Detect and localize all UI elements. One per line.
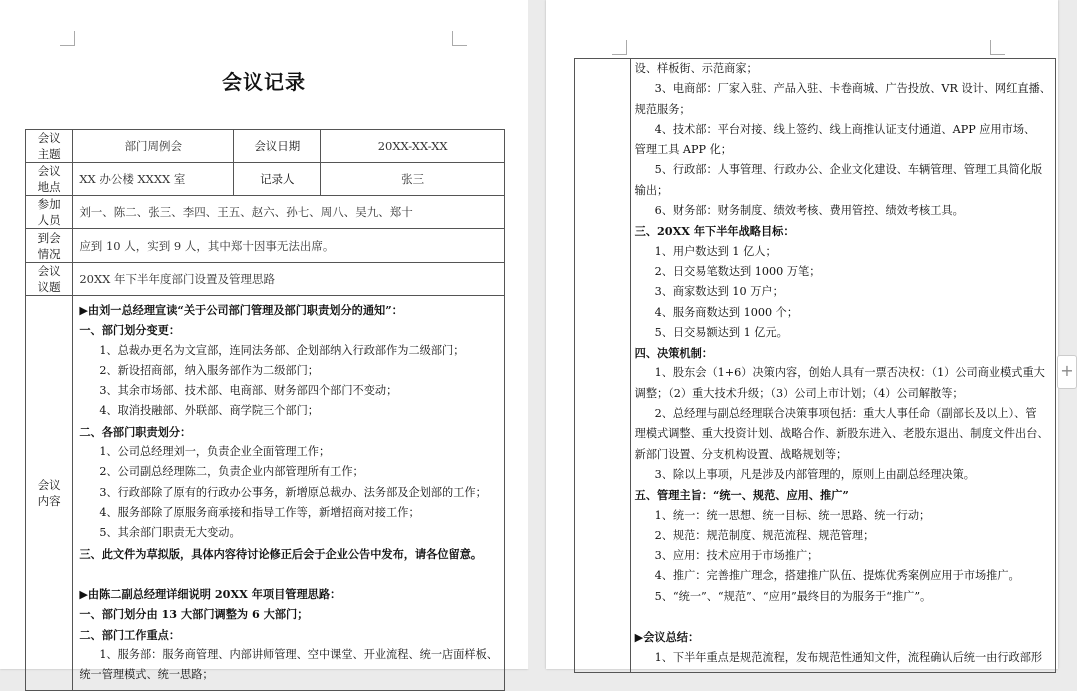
content-line: 5、日交易额达到 1 亿元。 bbox=[654, 325, 788, 339]
content-line: 新部门设置、分支机构设置、战略规划等； bbox=[634, 447, 848, 461]
margin-corner-mark bbox=[990, 40, 1005, 55]
content-line: 3、电商部：厂家入驻、产品入驻、卡卷商城、广告投放、VR 设计、网红直播、 bbox=[654, 82, 1051, 96]
content-line: 设、样板街、示范商家； bbox=[634, 62, 758, 75]
content-line: 5、行政部：人事管理、行政办公、企业文化建设、车辆管理、管理工具简化版 bbox=[654, 163, 1043, 177]
content-line: ▶由刘一总经理宣读“关于公司部门管理及部门职责划分的通知”： bbox=[79, 303, 403, 317]
content-line: 一、部门划分变更： bbox=[79, 323, 181, 338]
attendance-value[interactable]: 应到 10 人，实到 9 人，其中郑十因事无法出席。 bbox=[73, 229, 505, 263]
content-line: ▶会议总结： bbox=[634, 630, 700, 645]
content-line: 4、取消投融部、外联部、商学院三个部门； bbox=[99, 404, 319, 418]
content-line: 2、日交易笔数达到 1000 万笔； bbox=[654, 264, 821, 278]
margin-corner-mark bbox=[612, 40, 627, 55]
meeting-info-table bbox=[25, 129, 505, 691]
content-line: 3、除以上事项，凡是涉及内部管理的，原则上由副总经理决策。 bbox=[654, 467, 975, 481]
content-line: 2、总经理与副总经理联合决策事项包括：重大人事任命（副部长及以上）、管 bbox=[654, 407, 1037, 421]
meeting-content-cell[interactable] bbox=[73, 296, 505, 691]
attendees-value[interactable]: 刘一、陈二、张三、李四、王五、赵六、孙七、周八、吴九、郑十 bbox=[73, 196, 505, 229]
page-gap bbox=[528, 0, 546, 669]
recorder-label: 记录人 bbox=[234, 163, 321, 196]
content-line: 5、“统一”、“规范”、“应用”最终目的为服务于“推广”。 bbox=[654, 589, 932, 603]
content-line: 规范服务； bbox=[634, 102, 691, 116]
content-line: 1、总裁办更名为文宣部，连同法务部、企划部纳入行政部作为二级部门； bbox=[99, 343, 465, 357]
content-line: 3、其余市场部、技术部、电商部、财务部四个部门不变动； bbox=[99, 384, 398, 398]
content-line: 3、商家数达到 10 万户； bbox=[654, 285, 784, 299]
content-line: 1、统一：统一思想、统一目标、统一思路、统一行动； bbox=[654, 508, 931, 522]
content-line: 2、新设招商部，纳入服务部作为二级部门； bbox=[99, 363, 319, 377]
content-line: 三、20XX 年下半年战略目标： bbox=[634, 224, 795, 239]
content-line: 1、下半年重点是规范流程，发布规范性通知文件，流程确认后统一由行政部形 bbox=[654, 650, 1043, 664]
topic-label: 会议主题 bbox=[26, 130, 73, 163]
content-line: 2、规范：规范制度、规范流程、规范管理； bbox=[654, 528, 875, 542]
content-line: 1、公司总经理刘一，负责企业全面管理工作； bbox=[99, 445, 331, 459]
content-line bbox=[635, 607, 1051, 627]
content-line: 4、推广：完善推广理念，搭建推广队伍、提炼优秀案例应用于市场推广。 bbox=[654, 569, 1020, 583]
content-line: 管理工具 APP 化； bbox=[634, 143, 732, 157]
content-line: 一、部门划分由 13 大部门调整为 6 大部门； bbox=[79, 607, 309, 622]
content-line: 4、技术部：平台对接、线上签约、线上商推认证支付通道、APP 应用市场、 bbox=[654, 122, 1036, 136]
agenda-label: 会议议题 bbox=[26, 263, 73, 296]
document-page-2 bbox=[546, 0, 1058, 669]
document-title: 会议记录 bbox=[222, 70, 306, 94]
content-line: 理模式调整、重大投资计划、战略合作、新股东进入、老股东退出、制度文件出台、 bbox=[634, 427, 1049, 441]
place-label: 会议地点 bbox=[26, 163, 73, 196]
add-page-button[interactable]: + bbox=[1057, 355, 1077, 389]
content-line: 二、各部门职责划分： bbox=[79, 424, 192, 439]
content-line: 调整；（2）重大技术升级；（3）公司上市计划；（4）公司解散等； bbox=[634, 386, 964, 400]
content-lines-continued bbox=[635, 59, 1051, 668]
attendance-label: 到会情况 bbox=[26, 229, 73, 263]
margin-corner-mark bbox=[452, 31, 467, 46]
content-line: 4、服务商数达到 1000 个； bbox=[654, 305, 799, 319]
meeting-content-cell-continued[interactable] bbox=[630, 59, 1055, 673]
content-lines bbox=[79, 300, 498, 686]
date-value[interactable]: 20XX-XX-XX bbox=[321, 130, 505, 163]
content-line: 3、行政部除了原有的行政办公事务，新增原总裁办、法务部及企划部的工作； bbox=[99, 485, 487, 499]
content-line: 三、此文件为草拟版，具体内容待讨论修正后会于企业公告中发布，请各位留意。 bbox=[79, 546, 483, 561]
content-line bbox=[79, 564, 498, 584]
date-label: 会议日期 bbox=[234, 130, 321, 163]
content-label-column bbox=[575, 59, 631, 673]
place-value[interactable]: XX 办公楼 XXXX 室 bbox=[73, 163, 234, 196]
content-line: ▶由陈二副总经理详细说明 20XX 年项目管理思路： bbox=[79, 587, 342, 602]
content-line: 2、公司副总经理陈二，负责企业内部管理所有工作； bbox=[99, 465, 364, 479]
agenda-value[interactable]: 20XX 年下半年度部门设置及管理思路 bbox=[73, 263, 505, 296]
content-line: 二、部门工作重点： bbox=[79, 627, 181, 642]
content-line: 1、用户数达到 1 亿人； bbox=[654, 244, 777, 258]
content-line: 1、股东会（1+6）决策内容，创始人具有一票否决权：（1）公司商业模式重大 bbox=[654, 366, 1045, 380]
content-line: 统一管理模式、统一思路； bbox=[79, 668, 214, 682]
content-line: 4、服务部除了原服务商承接和指导工作等，新增招商对接工作； bbox=[99, 505, 420, 519]
attendees-label: 参加人员 bbox=[26, 196, 73, 229]
meeting-content-table-continued bbox=[574, 58, 1056, 673]
topic-value[interactable]: 部门周例会 bbox=[73, 130, 234, 163]
content-line: 五、管理主旨：“统一、规范、应用、推广” bbox=[634, 488, 849, 503]
content-line: 四、决策机制： bbox=[634, 346, 713, 361]
content-line: 6、财务部：财务制度、绩效考核、费用管控、绩效考核工具。 bbox=[654, 204, 964, 218]
content-label: 会议内容 bbox=[26, 296, 73, 691]
content-line: 5、其余部门职责无大变动。 bbox=[99, 526, 241, 540]
content-line: 输出； bbox=[634, 183, 669, 197]
document-page-1 bbox=[0, 0, 528, 682]
recorder-value[interactable]: 张三 bbox=[321, 163, 505, 196]
content-line: 3、应用：技术应用于市场推广； bbox=[654, 549, 819, 563]
margin-corner-mark bbox=[60, 31, 75, 46]
content-line: 1、服务部：服务商管理、内部讲师管理、空中课堂、开业流程、统一店面样板、 bbox=[99, 648, 498, 662]
